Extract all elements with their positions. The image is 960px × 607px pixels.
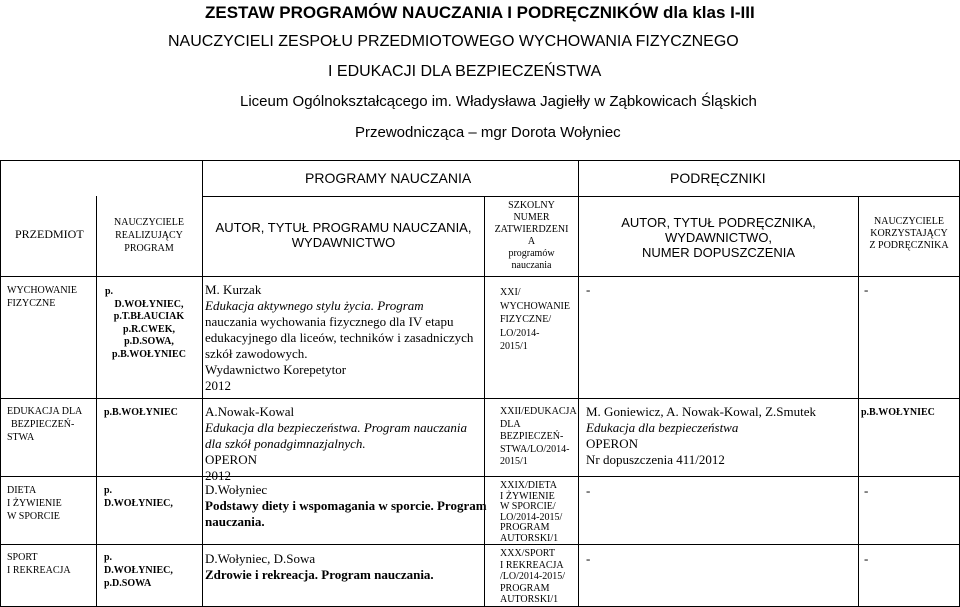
col-header-teachers: NAUCZYCIELE REALIZUJĄCY PROGRAM	[114, 217, 184, 254]
table-row-3-program: D.Wołyniec Podstawy diety i wspomagania w sporcie. Program nauczania.	[205, 482, 487, 529]
table-row-2-number: XXII/EDUKACJA DLA BEZPIECZEŃ- STWA/LO/2014- 2015/1	[500, 406, 577, 467]
table-row-3-subject: DIETA I ŻYWIENIE W SPORCIE	[7, 485, 62, 522]
table-row-3-number: XXIX/DIETA I ŻYWIENIE W SPORCIE/ LO/2014-2015/ PROGRAM AUTORSKI/1	[500, 480, 563, 544]
table-row-4-number: XXX/SPORT I REKREACJA /LO/2014-2015/ PROGRAM AUTORSKI/1	[500, 548, 565, 605]
table-row-2-program: A.Nowak-Kowal Edukacja dla bezpieczeństwa. Program nauczania dla szkół ponadgimnazjalnych. OPERON 2012	[205, 404, 468, 483]
doc-title-line3: I EDUKACJI DLA BEZPIECZEŃSTWA	[328, 63, 602, 80]
col-header-book-teachers: NAUCZYCIELE KORZYSTAJĄCY Z PODRĘCZNIKA	[869, 216, 949, 251]
table-row-1-subject: WYCHOWANIE FIZYCZNE	[7, 285, 77, 309]
table-row-2-book: M. Goniewicz, A. Nowak-Kowal, Z.Smutek Edukacja dla bezpieczeństwa OPERON Nr dopuszczenia 411/2012	[586, 404, 816, 467]
table-row-1-book-teachers: -	[864, 282, 869, 297]
table-row-3-book-teachers: -	[864, 483, 869, 498]
col-header-program: AUTOR, TYTUŁ PROGRAMU NAUCZANIA, WYDAWNICTWO	[215, 220, 472, 250]
table-row-1-book: -	[586, 282, 591, 297]
table-row-4-book-teachers: -	[864, 551, 869, 566]
table-row-2-teachers: p.B.WOŁYNIEC	[104, 407, 178, 418]
doc-title-line1: ZESTAW PROGRAMÓW NAUCZANIA I PODRĘCZNIKÓW dla klas I-III	[205, 3, 755, 22]
table-row-1-teachers: p. D.WOŁYNIEC, p.T.BŁAUCIAK p.R.CWEK, p.D.SOWA, p.B.WOŁYNIEC	[105, 286, 186, 360]
table-row-1-program: M. Kurzak Edukacja aktywnego stylu życia. Program nauczania wychowania fizycznego dla IV etapu edukacyjnego dla liceów, techników i zasadniczych szkół zawodowych. Wydawnictwo Korepetytor 2012	[205, 282, 474, 393]
table-row-3-book: -	[586, 483, 591, 498]
group-header-books: PODRĘCZNIKI	[670, 170, 766, 186]
table-row-4-book: -	[586, 551, 591, 566]
school-name: Liceum Ogólnokształcącego im. Władysława Jagiełły w Ząbkowicach Śląskich	[240, 93, 757, 110]
col-header-subject: PRZEDMIOT	[15, 227, 84, 241]
table-row-4-program: D.Wołyniec, D.Sowa Zdrowie i rekreacja. Program nauczania.	[205, 551, 434, 582]
table-row-2-book-teachers: p.B.WOŁYNIEC	[861, 407, 935, 418]
col-header-book: AUTOR, TYTUŁ PODRĘCZNIKA, WYDAWNICTWO, NUMER DOPUSZCZENIA	[621, 215, 816, 260]
doc-title-line2: NAUCZYCIELI ZESPOŁU PRZEDMIOTOWEGO WYCHOWANIA FIZYCZNEGO	[168, 33, 739, 50]
table-row-4-subject: SPORT I REKREACJA	[7, 552, 71, 576]
col-header-number: SZKOLNY NUMER ZATWIERDZENI A programów nauczania	[494, 200, 569, 271]
group-header-programs: PROGRAMY NAUCZANIA	[305, 170, 472, 186]
table-row-3-teachers: p. D.WOŁYNIEC,	[104, 485, 173, 509]
table-row-1-number: XXI/ WYCHOWANIE FIZYCZNE/ LO/2014- 2015/1	[500, 287, 570, 352]
table-row-4-teachers: p. D.WOŁYNIEC, p.D.SOWA	[104, 552, 173, 589]
table-row-2-subject: EDUKACJA DLA BEZPIECZEŃ- STWA	[7, 406, 83, 443]
chair-person: Przewodnicząca – mgr Dorota Wołyniec	[355, 124, 621, 141]
